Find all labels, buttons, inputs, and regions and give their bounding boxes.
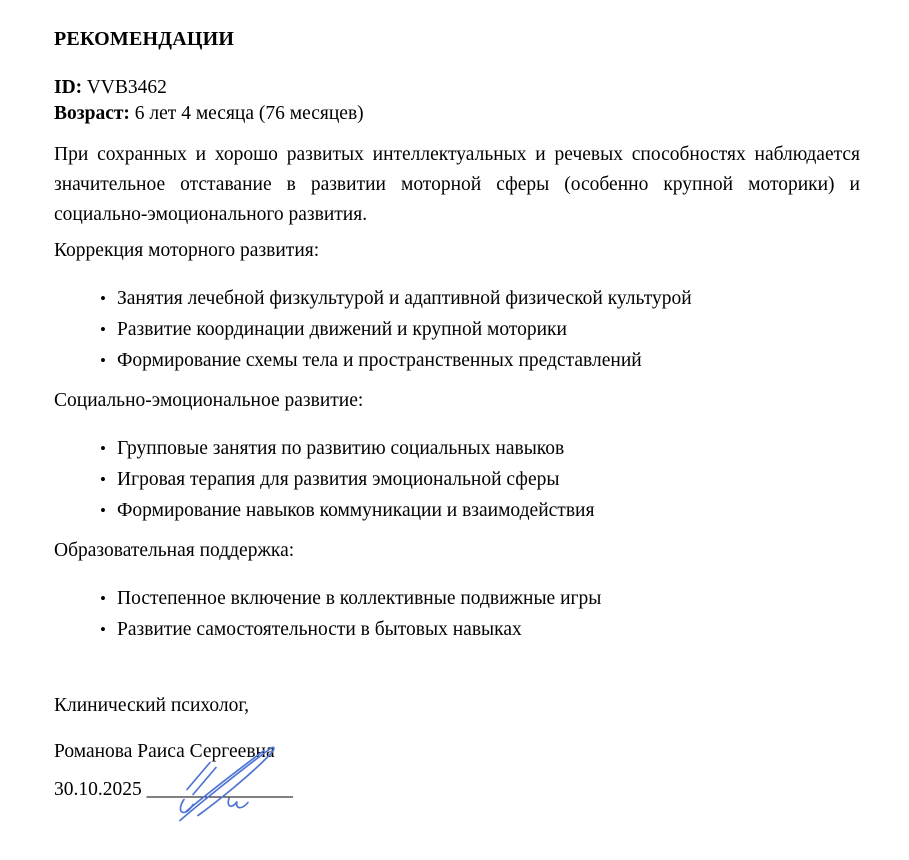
meta-age-value: 6 лет 4 месяца (76 месяцев) — [134, 103, 364, 124]
list-item-text: Формирование схемы тела и пространственных представлений — [117, 350, 642, 371]
list-item-text: Развитие самостоятельности в бытовых навыках — [117, 619, 522, 640]
list-item — [54, 614, 860, 645]
signatory-role: Клинический психолог, — [54, 695, 250, 716]
signatory-name: Романова Раиса Сергеевна — [54, 741, 275, 762]
meta-age-label: Возраст: — [54, 103, 130, 124]
list-item-text: Игровая терапия для развития эмоциональной сферы — [117, 469, 560, 490]
meta-id-line — [54, 75, 860, 101]
intro-paragraph: При сохранных и хорошо развитых интеллектуальных и речевых способностях наблюдается значительное отставание в развитии моторной сферы (особенно крупной моторики) и социально-эмоционального развития. — [54, 144, 860, 225]
section-heading-education: Образовательная поддержка: — [54, 540, 295, 561]
list-item — [54, 464, 860, 495]
bullet-icon: • — [100, 620, 106, 639]
signature-block — [54, 693, 860, 803]
bullet-icon: • — [100, 501, 106, 520]
section-heading-motor: Коррекция моторного развития: — [54, 240, 320, 261]
social-list — [54, 433, 860, 526]
list-item — [54, 583, 860, 614]
list-item — [54, 283, 860, 314]
bullet-icon: • — [100, 320, 106, 339]
motor-list — [54, 283, 860, 376]
list-item-text: Постепенное включение в коллективные подвижные игры — [117, 588, 602, 609]
bullet-icon: • — [100, 439, 106, 458]
education-list — [54, 583, 860, 645]
section-heading-social: Социально-эмоциональное развитие: — [54, 390, 364, 411]
list-item-text: Формирование навыков коммуникации и взаимодействия — [117, 500, 595, 521]
signature-date: 30.10.2025 — [54, 779, 142, 800]
list-item-text: Занятия лечебной физкультурой и адаптивной физической культурой — [117, 288, 692, 309]
list-item — [54, 345, 860, 376]
document-title: РЕКОМЕНДАЦИИ — [54, 28, 235, 50]
meta-id-label: ID: — [54, 77, 83, 98]
list-item — [54, 314, 860, 345]
list-item-text: Развитие координации движений и крупной моторики — [117, 319, 567, 340]
meta-id-value: VVB3462 — [86, 77, 167, 98]
date-signature-line — [54, 777, 860, 803]
signature-underline: _______________ — [146, 779, 293, 800]
meta-block — [54, 75, 860, 127]
bullet-icon: • — [100, 589, 106, 608]
list-item — [54, 433, 860, 464]
meta-age-line — [54, 101, 860, 127]
list-item — [54, 495, 860, 526]
bullet-icon: • — [100, 351, 106, 370]
bullet-icon: • — [100, 470, 106, 489]
bullet-icon: • — [100, 289, 106, 308]
list-item-text: Групповые занятия по развитию социальных навыков — [117, 438, 565, 459]
